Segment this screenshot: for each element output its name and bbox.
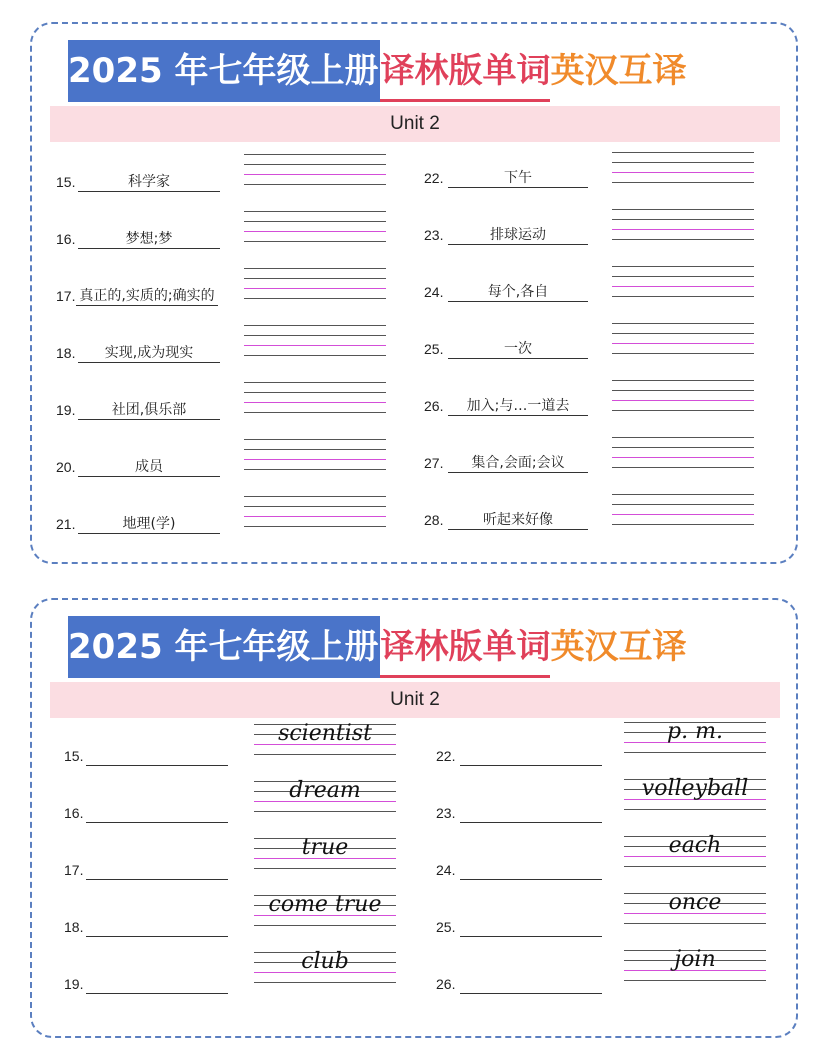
item-number: 21. — [56, 516, 76, 532]
title-translate: 英汉互译 — [550, 51, 687, 91]
writing-lines[interactable] — [254, 949, 396, 982]
answer-word: join — [674, 947, 716, 972]
guide-line — [612, 353, 754, 354]
item-number: 18. — [56, 345, 76, 361]
baseline-line — [244, 459, 386, 460]
guide-line — [244, 412, 386, 413]
answer-blank[interactable]: 每个,各自 — [448, 283, 588, 302]
guide-line — [254, 754, 396, 755]
vocab-row — [56, 455, 220, 477]
guide-line — [612, 239, 754, 240]
title-grade: 2025 年七年级上册 — [68, 616, 380, 678]
vocab-row — [56, 284, 218, 306]
answer-blank[interactable] — [86, 879, 228, 880]
baseline-line — [612, 286, 754, 287]
writing-lines[interactable] — [244, 382, 386, 412]
guide-line — [244, 325, 386, 326]
baseline-line — [244, 174, 386, 175]
guide-line — [244, 211, 386, 212]
guide-line — [612, 467, 754, 468]
guide-line — [612, 437, 754, 438]
writing-lines[interactable] — [244, 496, 386, 526]
vocab-row — [56, 341, 220, 363]
guide-line — [612, 524, 754, 525]
answer-blank[interactable]: 下午 — [448, 169, 588, 188]
vocab-row — [436, 858, 602, 880]
item-number: 26. — [424, 398, 444, 414]
answer-blank[interactable] — [460, 879, 602, 880]
writing-lines[interactable] — [624, 719, 766, 752]
guide-line — [624, 809, 766, 810]
guide-line — [244, 278, 386, 279]
answer-blank[interactable]: 听起来好像 — [448, 511, 588, 530]
guide-line — [612, 410, 754, 411]
baseline-line — [612, 172, 754, 173]
answer-blank[interactable] — [460, 993, 602, 994]
item-number: 20. — [56, 459, 76, 475]
answer-blank[interactable]: 地理(学) — [78, 515, 220, 534]
item-number: 26. — [436, 976, 456, 992]
guide-line — [244, 382, 386, 383]
answer-blank[interactable]: 成员 — [78, 458, 220, 477]
vocab-row — [436, 972, 602, 994]
answer-blank[interactable]: 科学家 — [78, 173, 220, 192]
answer-word: each — [668, 833, 722, 858]
guide-line — [612, 323, 754, 324]
answer-blank[interactable] — [460, 822, 602, 823]
answer-word: true — [301, 835, 349, 860]
writing-lines[interactable] — [624, 890, 766, 923]
answer-word: p. m. — [667, 719, 723, 744]
item-number: 15. — [56, 174, 76, 190]
answer-word: dream — [289, 778, 361, 803]
guide-line — [254, 982, 396, 983]
guide-line — [244, 449, 386, 450]
writing-lines[interactable] — [612, 437, 754, 467]
guide-line — [244, 221, 386, 222]
answer-blank[interactable]: 一次 — [448, 340, 588, 359]
vocab-row — [64, 801, 228, 823]
guide-line — [624, 923, 766, 924]
guide-line — [244, 241, 386, 242]
guide-line — [612, 494, 754, 495]
worksheet-card-chinese-to-english — [30, 22, 798, 564]
item-number: 16. — [56, 231, 76, 247]
guide-line — [612, 296, 754, 297]
answer-word: come true — [268, 892, 382, 917]
worksheet-card-english-answers — [30, 598, 798, 1038]
item-number: 16. — [64, 805, 84, 821]
guide-line — [244, 154, 386, 155]
writing-lines[interactable] — [244, 211, 386, 241]
answer-word: once — [668, 890, 722, 915]
writing-lines[interactable] — [624, 947, 766, 980]
item-number: 24. — [436, 862, 456, 878]
vocab-row — [424, 166, 588, 188]
writing-lines[interactable] — [624, 776, 766, 809]
vocab-row — [424, 451, 588, 473]
answer-blank[interactable] — [86, 936, 228, 937]
answer-word: club — [301, 949, 349, 974]
guide-line — [244, 298, 386, 299]
baseline-line — [612, 400, 754, 401]
item-number: 19. — [64, 976, 84, 992]
answer-blank[interactable]: 加入;与…一道去 — [448, 397, 588, 416]
item-number: 18. — [64, 919, 84, 935]
answer-blank[interactable]: 真正的,实质的;确实的 — [76, 287, 218, 306]
guide-line — [244, 335, 386, 336]
guide-line — [624, 980, 766, 981]
writing-lines[interactable] — [254, 892, 396, 925]
vocab-row — [64, 858, 228, 880]
answer-blank[interactable]: 社团,俱乐部 — [78, 401, 220, 420]
guide-line — [244, 268, 386, 269]
answer-blank[interactable] — [460, 936, 602, 937]
writing-lines[interactable] — [612, 266, 754, 296]
guide-line — [612, 276, 754, 277]
item-number: 25. — [424, 341, 444, 357]
worksheet-title — [68, 616, 686, 678]
vocab-row — [424, 394, 588, 416]
item-number: 25. — [436, 919, 456, 935]
guide-line — [612, 447, 754, 448]
guide-line — [612, 182, 754, 183]
vocab-row — [56, 398, 220, 420]
answer-blank[interactable]: 实现,成为现实 — [78, 344, 220, 363]
guide-line — [612, 390, 754, 391]
guide-line — [612, 333, 754, 334]
answer-blank[interactable] — [86, 822, 228, 823]
vocab-row — [424, 223, 588, 245]
guide-line — [244, 439, 386, 440]
writing-lines[interactable] — [254, 778, 396, 811]
guide-line — [244, 392, 386, 393]
item-number: 17. — [56, 288, 76, 304]
item-number: 27. — [424, 455, 444, 471]
baseline-line — [244, 345, 386, 346]
writing-lines[interactable] — [254, 835, 396, 868]
writing-lines[interactable] — [612, 209, 754, 239]
baseline-line — [612, 229, 754, 230]
guide-line — [612, 266, 754, 267]
guide-line — [244, 496, 386, 497]
item-number: 24. — [424, 284, 444, 300]
guide-line — [612, 219, 754, 220]
vocab-row — [436, 801, 602, 823]
guide-line — [244, 184, 386, 185]
item-number: 22. — [424, 170, 444, 186]
writing-lines[interactable] — [254, 721, 396, 754]
item-number: 17. — [64, 862, 84, 878]
vocab-row — [64, 744, 228, 766]
guide-line — [612, 162, 754, 163]
guide-line — [254, 868, 396, 869]
baseline-line — [244, 231, 386, 232]
guide-line — [254, 925, 396, 926]
item-number: 22. — [436, 748, 456, 764]
baseline-line — [244, 516, 386, 517]
vocab-row — [64, 972, 228, 994]
guide-line — [244, 355, 386, 356]
baseline-line — [612, 457, 754, 458]
answer-blank[interactable]: 集合,会面;会议 — [448, 454, 588, 473]
vocab-row — [56, 227, 220, 249]
item-number: 19. — [56, 402, 76, 418]
writing-lines[interactable] — [612, 380, 754, 410]
baseline-line — [612, 343, 754, 344]
title-translate: 英汉互译 — [550, 627, 687, 667]
guide-line — [624, 866, 766, 867]
guide-line — [612, 152, 754, 153]
title-edition: 译林版单词 — [380, 616, 550, 678]
vocab-row — [436, 915, 602, 937]
baseline-line — [612, 514, 754, 515]
answer-blank[interactable]: 排球运动 — [448, 226, 588, 245]
writing-lines[interactable] — [244, 439, 386, 469]
vocab-row — [424, 337, 588, 359]
guide-line — [244, 469, 386, 470]
answer-blank[interactable]: 梦想;梦 — [78, 230, 220, 249]
baseline-line — [244, 288, 386, 289]
guide-line — [244, 506, 386, 507]
vocab-row — [436, 744, 602, 766]
guide-line — [612, 504, 754, 505]
item-number: 23. — [424, 227, 444, 243]
title-edition: 译林版单词 — [380, 40, 550, 102]
writing-lines[interactable] — [612, 152, 754, 182]
vocab-row — [56, 170, 220, 192]
answer-blank[interactable] — [460, 765, 602, 766]
guide-line — [244, 526, 386, 527]
worksheet-title — [68, 40, 686, 102]
guide-line — [244, 164, 386, 165]
guide-line — [612, 380, 754, 381]
writing-lines[interactable] — [244, 154, 386, 184]
item-number: 15. — [64, 748, 84, 764]
guide-line — [624, 752, 766, 753]
answer-blank[interactable] — [86, 993, 228, 994]
item-number: 28. — [424, 512, 444, 528]
vocab-row — [424, 508, 588, 530]
vocab-row — [64, 915, 228, 937]
writing-lines[interactable] — [612, 323, 754, 353]
answer-word: scientist — [278, 721, 372, 746]
writing-lines[interactable] — [612, 494, 754, 524]
unit-header: Unit 2 — [50, 106, 780, 142]
vocab-row — [424, 280, 588, 302]
title-grade: 2025 年七年级上册 — [68, 40, 380, 102]
item-number: 23. — [436, 805, 456, 821]
unit-header: Unit 2 — [50, 682, 780, 718]
answer-blank[interactable] — [86, 765, 228, 766]
answer-word: volleyball — [641, 776, 749, 801]
guide-line — [254, 811, 396, 812]
baseline-line — [244, 402, 386, 403]
writing-lines[interactable] — [244, 325, 386, 355]
guide-line — [612, 209, 754, 210]
vocab-row — [56, 512, 220, 534]
writing-lines[interactable] — [244, 268, 386, 298]
writing-lines[interactable] — [624, 833, 766, 866]
